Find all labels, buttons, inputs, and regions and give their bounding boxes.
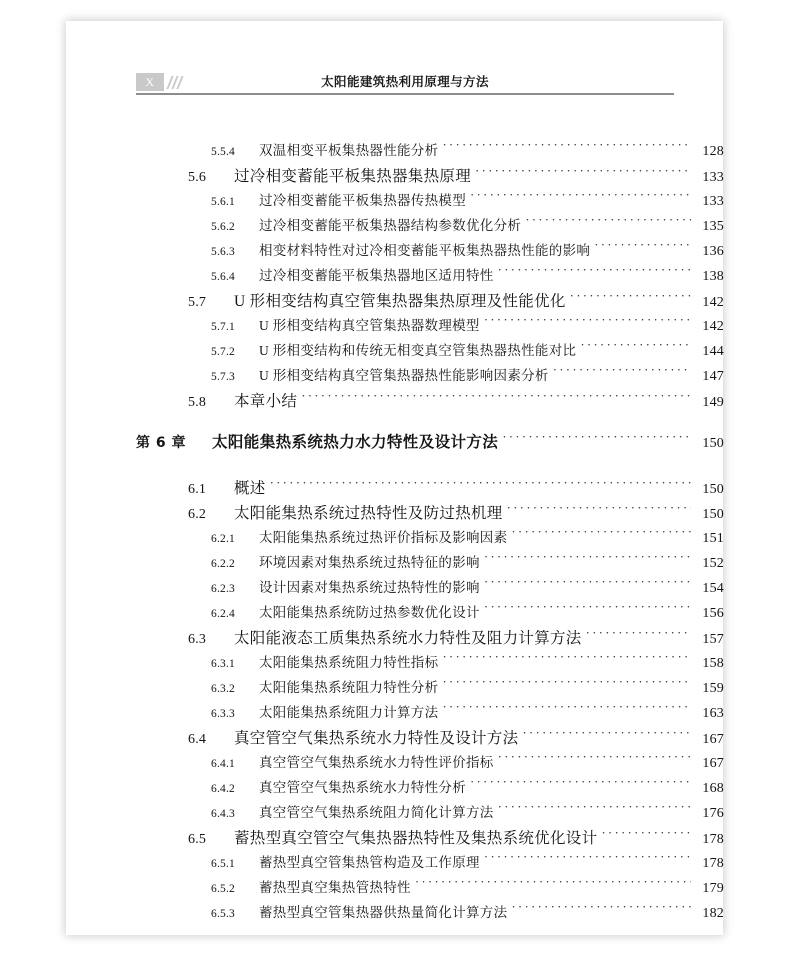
toc-entry-page-number: 178	[702, 832, 724, 847]
toc-entry-number: 6.4.2	[211, 783, 235, 795]
toc-entry-page-number: 151	[702, 531, 724, 546]
toc-entry-number: 6.4.3	[211, 808, 235, 820]
header-rule	[136, 93, 674, 95]
toc-entry-number: 6.2.4	[211, 608, 235, 620]
toc-entry-page-number: 167	[702, 756, 724, 771]
toc-entry-number: 6.5.3	[211, 908, 235, 920]
toc-entry-row[interactable]	[136, 751, 724, 776]
toc-entry-title: 蓄热型真空管集热器供热量简化计算方法	[259, 905, 508, 920]
toc-entry-page-number: 150	[702, 482, 724, 497]
toc-entry-row[interactable]	[136, 801, 724, 826]
toc-entry-row[interactable]	[136, 626, 724, 651]
toc-entry-number: 5.8	[188, 395, 207, 410]
toc-entry-row[interactable]	[136, 314, 724, 339]
toc-leader-dots	[442, 676, 691, 692]
toc-entry-page-number: 142	[702, 319, 724, 334]
toc-entry-title: U 形相变结构真空管集热器数理模型	[259, 318, 480, 333]
toc-entry-page-number: 150	[702, 507, 724, 522]
toc-entry-row[interactable]	[136, 339, 724, 364]
toc-entry-row[interactable]	[136, 264, 724, 289]
toc-entry-row[interactable]	[136, 826, 724, 851]
toc-entry-number: 5.7.2	[211, 346, 235, 358]
toc-spacer	[136, 460, 724, 476]
toc-leader-dots	[270, 477, 691, 493]
toc-entry-page-number: 136	[702, 244, 724, 259]
toc-leader-dots	[586, 627, 691, 643]
running-header	[136, 73, 674, 95]
toc-entry-page-number: 176	[702, 806, 724, 821]
toc-leader-dots	[525, 214, 691, 230]
toc-entry-title: U 形相变结构真空管集热器热性能影响因素分析	[259, 368, 549, 383]
toc-entry-page-number: 168	[702, 781, 724, 796]
toc-leader-dots	[484, 601, 691, 617]
toc-entry-row[interactable]	[136, 676, 724, 701]
toc-leader-dots	[475, 165, 691, 181]
toc-entry-title: 双温相变平板集热器性能分析	[259, 143, 439, 158]
toc-entry-page-number: 147	[702, 369, 724, 384]
toc-entry-title: U 形相变结构真空管集热器集热原理及性能优化	[234, 293, 566, 310]
toc-entry-row[interactable]	[136, 701, 724, 726]
toc-entry-title: 概述	[234, 480, 266, 497]
toc-entry-title: 过冷相变蓄能平板集热器结构参数优化分析	[259, 218, 522, 233]
toc-entry-title: 太阳能集热系统阻力特性分析	[259, 680, 439, 695]
toc-entry-number: 5.7.1	[211, 321, 235, 333]
toc-entry-page-number: 154	[702, 581, 724, 596]
toc-leader-dots	[484, 576, 691, 592]
toc-entry-title: 环境因素对集热系统过热特征的影响	[259, 555, 480, 570]
toc-leader-dots	[594, 239, 691, 255]
toc-entry-number: 6.4	[188, 732, 207, 747]
toc-entry-number: 6.1	[188, 482, 207, 497]
toc-entry-row[interactable]	[136, 551, 724, 576]
toc-entry-title: 太阳能集热系统热力水力特性及设计方法	[212, 433, 499, 451]
toc-entry-row[interactable]	[136, 576, 724, 601]
toc-entry-number: 6.2.1	[211, 533, 235, 545]
toc-leader-dots	[470, 776, 691, 792]
toc-entry-row[interactable]	[136, 189, 724, 214]
toc-entry-row[interactable]	[136, 139, 724, 164]
toc-entry-page-number: 158	[702, 656, 724, 671]
toc-entry-title: 太阳能液态工质集热系统水力特性及阻力计算方法	[234, 630, 582, 647]
toc-entry-page-number: 133	[702, 170, 724, 185]
toc-entry-title: 设计因素对集热系统过热特性的影响	[259, 580, 480, 595]
toc-leader-dots	[442, 651, 691, 667]
toc-entry-title: 真空管空气集热系统阻力简化计算方法	[259, 805, 494, 820]
toc-leader-dots	[484, 551, 691, 567]
toc-entry-title: 过冷相变蓄能平板集热器集热原理	[234, 168, 472, 185]
toc-entry-title: 蓄热型真空管空气集热器热特性及集热系统优化设计	[234, 830, 598, 847]
toc-leader-dots	[522, 727, 691, 743]
toc-entry-row[interactable]	[136, 501, 724, 526]
toc-entry-page-number: 128	[702, 144, 724, 159]
page-sheet	[66, 21, 723, 935]
toc-entry-page-number: 156	[702, 606, 724, 621]
toc-leader-dots	[570, 290, 691, 306]
toc-entry-title: 真空管空气集热系统水力特性分析	[259, 780, 466, 795]
toc-entry-number: 6.5.1	[211, 858, 235, 870]
toc-entry-title: 真空管空气集热系统水力特性及设计方法	[234, 730, 519, 747]
toc-entry-page-number: 178	[702, 856, 724, 871]
toc-entry-number: 6.4.1	[211, 758, 235, 770]
toc-entry-page-number: 144	[702, 344, 724, 359]
toc-entry-row[interactable]	[136, 901, 724, 926]
toc-entry-title: 太阳能集热系统阻力特性指标	[259, 655, 439, 670]
toc-entry-number: 5.5.4	[211, 146, 235, 158]
toc-leader-dots	[507, 502, 691, 518]
toc-leader-dots	[442, 701, 691, 717]
toc-entry-page-number: 182	[702, 906, 724, 921]
toc-entry-row[interactable]	[136, 726, 724, 751]
toc-entry-number: 6.2	[188, 507, 207, 522]
toc-entry-page-number: 149	[702, 395, 724, 410]
toc-entry-page-number: 163	[702, 706, 724, 721]
toc-entry-row[interactable]	[136, 851, 724, 876]
toc-entry-row[interactable]	[136, 601, 724, 626]
toc-entry-row[interactable]	[136, 526, 724, 551]
toc-entry-page-number: 142	[702, 295, 724, 310]
toc-entry-page-number: 135	[702, 219, 724, 234]
toc-entry-page-number: 138	[702, 269, 724, 284]
toc-leader-dots	[498, 801, 691, 817]
toc-entry-page-number: 133	[702, 194, 724, 209]
toc-entry-page-number: 150	[702, 436, 724, 451]
toc-entry-row[interactable]	[136, 214, 724, 239]
toc-entry-title: 过冷相变蓄能平板集热器地区适用特性	[259, 268, 494, 283]
table-of-contents	[136, 139, 724, 926]
toc-leader-dots	[498, 751, 691, 767]
toc-entry-title: 太阳能集热系统防过热参数优化设计	[259, 605, 480, 620]
toc-entry-number: 5.6.3	[211, 246, 235, 258]
toc-entry-row[interactable]	[136, 164, 724, 189]
toc-leader-dots	[502, 431, 691, 447]
toc-entry-title: 太阳能集热系统过热评价指标及影响因素	[259, 530, 508, 545]
toc-leader-dots	[601, 827, 691, 843]
toc-leader-dots	[511, 526, 691, 542]
toc-entry-title: 相变材料特性对过冷相变蓄能平板集热器热性能的影响	[259, 243, 591, 258]
toc-entry-title: 蓄热型真空管集热管构造及工作原理	[259, 855, 480, 870]
toc-entry-number: 6.3.2	[211, 683, 235, 695]
toc-entry-number: 6.3.3	[211, 708, 235, 720]
toc-entry-number: 6.2.3	[211, 583, 235, 595]
toc-entry-title: 过冷相变蓄能平板集热器传热模型	[259, 193, 466, 208]
toc-leader-dots	[511, 901, 691, 917]
toc-chapter-row[interactable]	[136, 430, 724, 460]
toc-entry-number: 6.5.2	[211, 883, 235, 895]
toc-entry-number: 5.6.1	[211, 196, 235, 208]
toc-entry-number: 6.2.2	[211, 558, 235, 570]
toc-entry-title: 真空管空气集热系统水力特性评价指标	[259, 755, 494, 770]
folio-number: X	[136, 73, 164, 91]
toc-entry-number: 5.6.4	[211, 271, 235, 283]
toc-entry-row[interactable]	[136, 776, 724, 801]
toc-entry-title: U 形相变结构和传统无相变真空管集热器热性能对比	[259, 343, 577, 358]
toc-leader-dots	[301, 390, 691, 406]
toc-leader-dots	[415, 876, 691, 892]
toc-entry-page-number: 159	[702, 681, 724, 696]
toc-entry-page-number: 167	[702, 732, 724, 747]
toc-entry-row[interactable]	[136, 476, 724, 501]
toc-entry-row[interactable]	[136, 651, 724, 676]
toc-entry-title: 蓄热型真空集热管热特性	[259, 880, 411, 895]
toc-entry-number: 5.7.3	[211, 371, 235, 383]
running-header-title: 太阳能建筑热利用原理与方法	[321, 74, 489, 89]
toc-entry-page-number: 157	[702, 632, 724, 647]
toc-entry-number: 6.3.1	[211, 658, 235, 670]
toc-entry-number: 5.6.2	[211, 221, 235, 233]
toc-spacer	[136, 414, 724, 430]
toc-entry-number: 5.7	[188, 295, 207, 310]
toc-leader-dots	[498, 264, 691, 280]
toc-entry-row[interactable]	[136, 239, 724, 264]
toc-entry-number: 第 6 章	[136, 435, 186, 451]
toc-entry-title: 太阳能集热系统阻力计算方法	[259, 705, 439, 720]
toc-entry-number: 6.5	[188, 832, 207, 847]
toc-leader-dots	[553, 364, 691, 380]
toc-entry-title: 太阳能集热系统过热特性及防过热机理	[234, 505, 503, 522]
toc-leader-dots	[580, 339, 691, 355]
toc-leader-dots	[470, 189, 691, 205]
toc-entry-number: 6.3	[188, 632, 207, 647]
toc-entry-number: 5.6	[188, 170, 207, 185]
toc-entry-row[interactable]	[136, 289, 724, 314]
toc-entry-title: 本章小结	[234, 393, 298, 410]
toc-entry-page-number: 152	[702, 556, 724, 571]
toc-leader-dots	[442, 139, 691, 155]
toc-entry-row[interactable]	[136, 364, 724, 389]
toc-entry-row[interactable]	[136, 876, 724, 901]
toc-entry-row[interactable]	[136, 389, 724, 414]
toc-leader-dots	[484, 851, 691, 867]
toc-entry-page-number: 179	[702, 881, 724, 896]
toc-leader-dots	[484, 314, 691, 330]
